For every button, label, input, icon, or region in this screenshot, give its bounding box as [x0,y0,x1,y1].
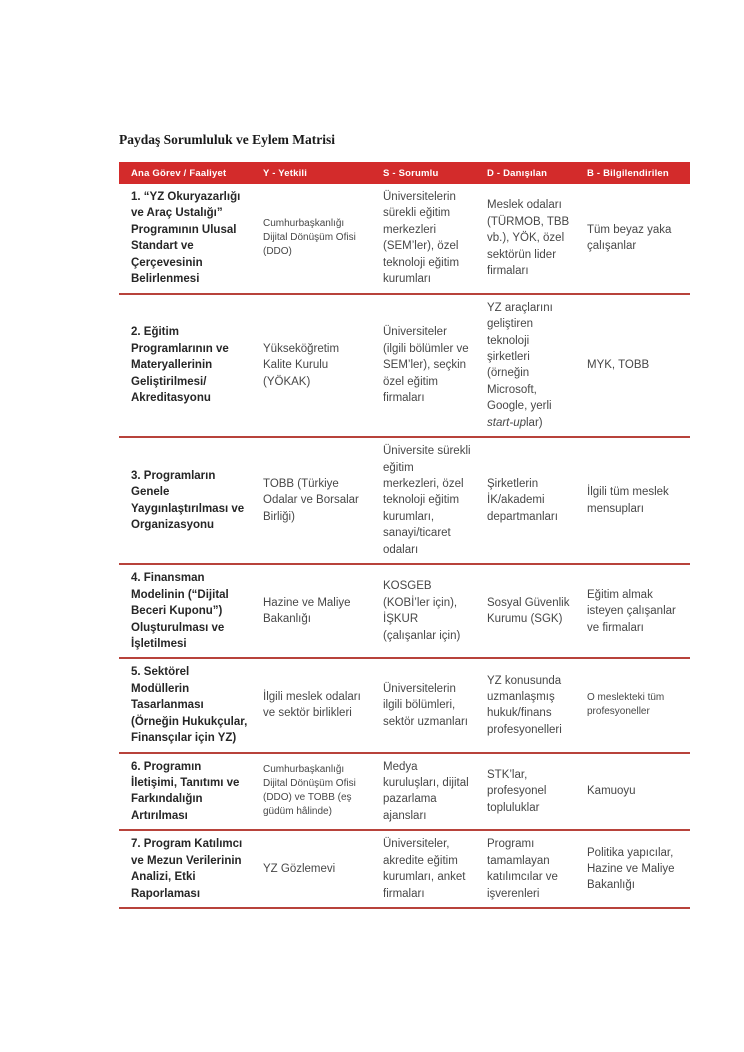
cell-yetkili: YZ Gözlemevi [255,830,375,908]
cell-task: 1. “YZ Okuryazarlığı ve Araç Ustalığı” Programının Ulusal Standart ve Çerçevesinin Belirlenmesi [119,184,255,294]
cell-bilgilendirilen: MYK, TOBB [579,294,690,438]
cell-danisilan: Sosyal Güvenlik Kurumu (SGK) [479,564,579,658]
cell-sorumlu: Üniversitelerin sürekli eğitim merkezleri (SEM’ler), özel teknoloji eğitim kurumları [375,184,479,294]
cell-task: 7. Program Katılımcı ve Mezun Verilerinin Analizi, Etki Raporlaması [119,830,255,908]
table-row [119,658,690,752]
cell-yetkili: Cumhurbaşkanlığı Dijital Dönüşüm Ofisi (DDO) [255,184,375,294]
cell-sorumlu: Üniversiteler, akredite eğitim kurumları, anket firmaları [375,830,479,908]
cell-yetkili: İlgili meslek odaları ve sektör birlikleri [255,658,375,752]
responsibility-matrix-table [119,162,690,909]
cell-task: 2. Eğitim Programlarının ve Materyallerinin Geliştirilmesi/ Akreditasyonu [119,294,255,438]
cell-task: 5. Sektörel Modüllerin Tasarlanması (Örneğin Hukukçular, Finansçılar için YZ) [119,658,255,752]
column-header-danisilan: D - Danışılan [479,162,579,184]
cell-task: 4. Finansman Modelinin (“Dijital Beceri Kuponu”) Oluşturulması ve İşletilmesi [119,564,255,658]
cell-sorumlu: Medya kuruluşları, dijital pazarlama ajansları [375,753,479,831]
cell-task: 3. Programların Genele Yaygınlaştırılması ve Organizasyonu [119,437,255,564]
cell-bilgilendirilen: O meslekteki tüm profesyoneller [579,658,690,752]
cell-sorumlu: Üniversite sürekli eğitim merkezleri, özel teknoloji eğitim kurumları, sanayi/ticaret odaları [375,437,479,564]
matrix-section [119,132,690,909]
cell-yetkili: Cumhurbaşkanlığı Dijital Dönüşüm Ofisi (DDO) ve TOBB (eş güdüm hâlinde) [255,753,375,831]
table-row [119,564,690,658]
column-header-yetkili: Y - Yetkili [255,162,375,184]
cell-danisilan: Şirketlerin İK/akademi departmanları [479,437,579,564]
cell-task: 6. Programın İletişimi, Tanıtımı ve Farkındalığın Artırılması [119,753,255,831]
cell-danisilan: YZ konusunda uzmanlaşmış hukuk/finans profesyonelleri [479,658,579,752]
cell-danisilan: Programı tamamlayan katılımcılar ve işverenleri [479,830,579,908]
cell-danisilan: YZ araçlarını geliştiren teknoloji şirketleri (örneğin Microsoft, Google, yerli start-uplar) [479,294,579,438]
cell-bilgilendirilen: İlgili tüm meslek mensupları [579,437,690,564]
table-row [119,294,690,438]
column-header-task: Ana Görev / Faaliyet [119,162,255,184]
cell-bilgilendirilen: Tüm beyaz yaka çalışanlar [579,184,690,294]
column-header-bilgilendirilen: B - Bilgilendirilen [579,162,690,184]
cell-danisilan: Meslek odaları (TÜRMOB, TBB vb.), YÖK, özel sektörün lider firmaları [479,184,579,294]
column-header-sorumlu: S - Sorumlu [375,162,479,184]
table-row [119,437,690,564]
page-title: Paydaş Sorumluluk ve Eylem Matrisi [119,132,336,147]
table-row [119,753,690,831]
table-header-row [119,162,690,184]
cell-sorumlu: Üniversiteler (ilgili bölümler ve SEM’ler), seçkin özel eğitim firmaları [375,294,479,438]
cell-sorumlu: KOSGEB (KOBİ’ler için), İŞKUR (çalışanlar için) [375,564,479,658]
cell-danisilan: STK’lar, profesyonel topluluklar [479,753,579,831]
cell-yetkili: Yükseköğretim Kalite Kurulu (YÖKAK) [255,294,375,438]
cell-bilgilendirilen: Eğitim almak isteyen çalışanlar ve firmaları [579,564,690,658]
cell-bilgilendirilen: Kamuoyu [579,753,690,831]
table-row [119,184,690,294]
cell-bilgilendirilen: Politika yapıcılar, Hazine ve Maliye Bakanlığı [579,830,690,908]
cell-sorumlu: Üniversitelerin ilgili bölümleri, sektör uzmanları [375,658,479,752]
cell-yetkili: Hazine ve Maliye Bakanlığı [255,564,375,658]
cell-yetkili: TOBB (Türkiye Odalar ve Borsalar Birliği) [255,437,375,564]
table-row [119,830,690,908]
